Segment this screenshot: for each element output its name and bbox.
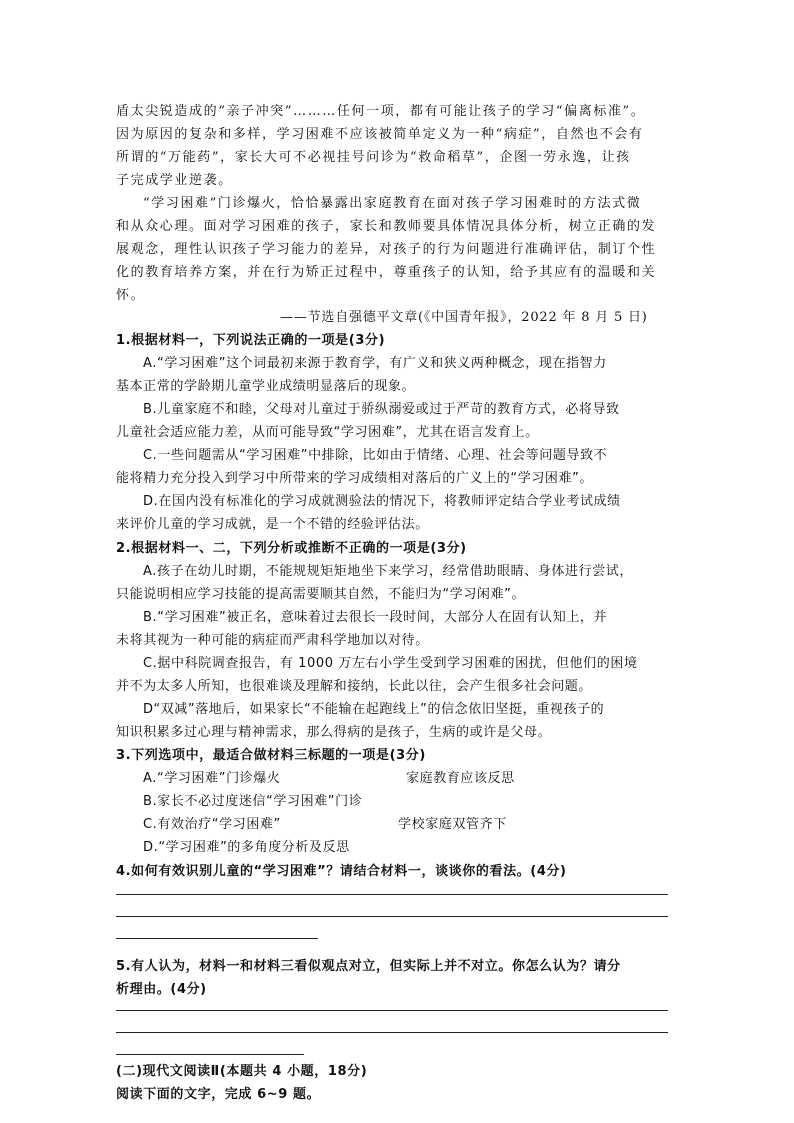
q1-option-a-cont: 基本正常的学龄期儿童学业成绩明显落后的现象。 xyxy=(116,379,416,394)
q2-option-b-cont: 未将其视为一种可能的病症而严肃科学地加以对待。 xyxy=(116,633,429,648)
question-1-stem: 1.根据材料一，下列说法正确的一项是(3分) xyxy=(116,333,386,348)
answer-line xyxy=(116,1032,668,1033)
q1-option-c-cont: 能将精力充分投入到学习中所带来的学习成绩相对落后的广义上的“学习困难”。 xyxy=(116,471,594,486)
question-4-stem: 4.如何有效识别儿童的“学习困难”？请结合材料一，谈谈你的看法。(4分) xyxy=(116,864,567,879)
q2-option-a-cont: 只能说明相应学习技能的提高需要顺其自然，不能归为“学习闲难”。 xyxy=(116,587,526,602)
q2-option-b: B.“学习困难”被正名，意味着过去很长一段时间，大部分人在固有认知上，并 xyxy=(143,610,608,625)
q3-option-c: C.有效治疗“学习困难” xyxy=(143,817,281,832)
q2-option-d-cont: 知识积累多过心理与精神需求，那么得病的是孩子，生病的或许是父母。 xyxy=(116,725,552,740)
passage-line: 所谓的“万能药”，家长大可不必视挂号问诊为“救命稻草”，企图一劳永逸，让孩 xyxy=(116,150,631,165)
passage-line: 化的教育培养方案，并在行为矫正过程中，尊重孩子的认知，给予其应有的温暖和关 xyxy=(116,265,657,280)
passage-line: 怀。 xyxy=(116,288,146,303)
passage-line: 展观念，理性认识孩子学习能力的差异，对孩子的行为问题进行准确评估，制订个性 xyxy=(116,242,657,257)
section-title: (二)现代文阅读Ⅱ(本题共 4 小题，18分) xyxy=(116,1064,368,1079)
q3-option-c-subtitle: 学校家庭双管齐下 xyxy=(398,817,507,832)
question-5-stem: 5.有人认为，材料一和材料三看似观点对立，但实际上并不对立。你怎么认为？请分 xyxy=(116,959,621,974)
q1-option-c: C.一些问题需从“学习困难”中排除，比如由于情绪、心理、社会等问题导致不 xyxy=(143,448,608,463)
passage-line: 和从众心理。面对学习困难的孩子，家长和教师要具体情况具体分析，树立正确的发 xyxy=(116,219,657,234)
q2-option-c-cont: 并不为太多人所知，也很难谈及理解和接纳，长此以往，会产生很多社会问题。 xyxy=(116,679,593,694)
q2-option-c: C.据中科院调查报告，有 1000 万左右小学生受到学习困难的困扰，但他们的困境 xyxy=(143,656,638,671)
passage-line: 因为原因的复杂和多样，学习困难不应该被简单定义为一种“病症”，自然也不会有 xyxy=(116,127,644,142)
q1-option-b-cont: 儿童社会适应能力差，从而可能导致“学习困难”，尤其在语言发育上。 xyxy=(116,425,539,440)
answer-line xyxy=(116,1010,668,1011)
passage-line: “学习困难”门诊爆火，恰恰暴露出家庭教育在面对孩子学习困难时的方法式微 xyxy=(143,196,642,211)
question-5-stem-cont: 析理由。(4分) xyxy=(116,982,207,997)
passage-line: 子完成学业逆袭。 xyxy=(116,173,233,188)
answer-line xyxy=(116,916,668,917)
section-instruction: 阅读下面的文字，完成 6~9 题。 xyxy=(116,1087,321,1102)
question-2-stem: 2.根据材料一、二，下列分析或推断不正确的一项是(3分) xyxy=(116,541,467,556)
q1-option-d: D.在国内没有标准化的学习成就测验法的情况下，将教师评定结合学业考试成绩 xyxy=(143,494,621,509)
passage-source: ——节选自强德平文章(《中国青年报》，2022 年 8 月 5 日) xyxy=(280,310,648,325)
passage-line: 盾太尖锐造成的“亲子冲突”………任何一项，都有可能让孩子的学习“偏离标准”。 xyxy=(116,104,646,119)
q1-option-b: B.儿童家庭不和睦，父母对儿童过于骄纵溺爱或过于严苛的教育方式，必将导致 xyxy=(143,402,620,417)
question-3-stem: 3.下列选项中，最适合做材料三标题的一项是(3分) xyxy=(116,748,426,763)
q3-option-a: A.“学习困难”门诊爆火 xyxy=(143,771,281,786)
q2-option-a: A.孩子在幼儿时期，不能规规矩矩地坐下来学习，经常借助眼睛、身体进行尝试， xyxy=(143,564,633,579)
answer-line xyxy=(116,894,668,895)
answer-line xyxy=(116,938,318,939)
q3-option-d: D.“学习困难”的多角度分析及反思 xyxy=(143,840,350,855)
q3-option-b: B.家长不必过度迷信“学习困难”门诊 xyxy=(143,794,363,809)
q1-option-d-cont: 来评价儿童的学习成就，是一个不错的经验评估法。 xyxy=(116,517,429,532)
q3-option-a-subtitle: 家庭教育应该反思 xyxy=(406,771,515,786)
q1-option-a: A.“学习困难”这个词最初来源于教育学，有广义和狭义两种概念，现在指智力 xyxy=(143,356,607,371)
q2-option-d: D“双减”落地后，如果家长“不能输在起跑线上”的信念依旧坚挺，重视孩子的 xyxy=(143,702,605,717)
answer-line xyxy=(116,1054,304,1055)
